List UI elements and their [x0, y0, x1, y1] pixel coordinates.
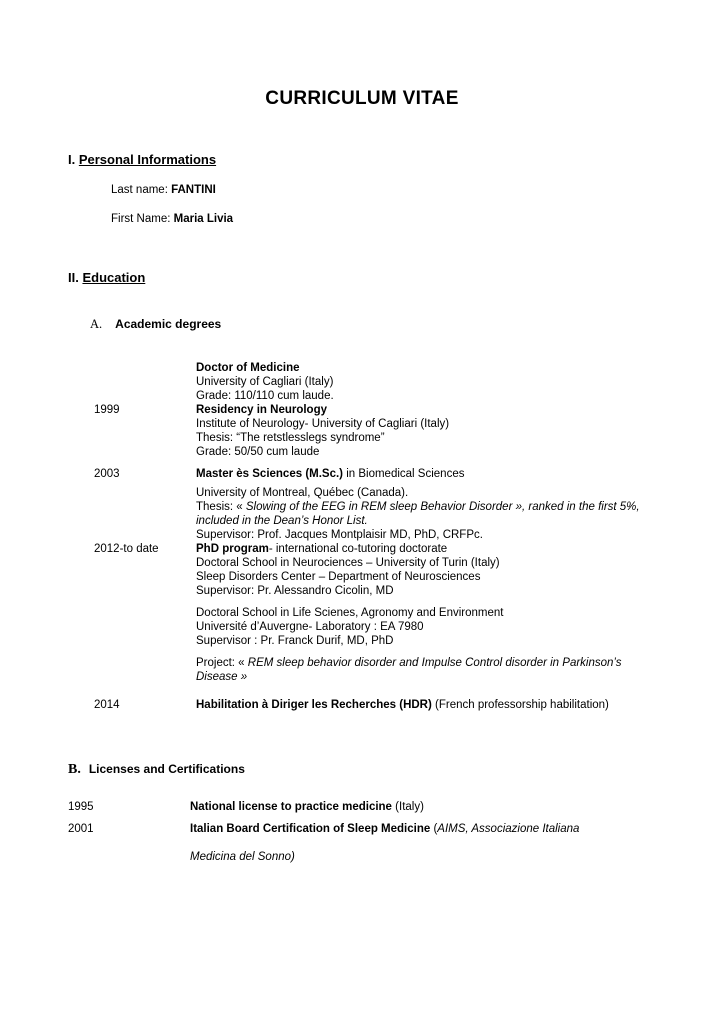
paragraph — [196, 556, 656, 570]
plain-text: - international co-tutoring doctorate — [268, 543, 448, 555]
plain-text: Supervisor: Pr. Alessandro Cicolin, MD — [196, 585, 394, 597]
section-personal-heading — [68, 152, 656, 167]
paragraph — [196, 528, 656, 542]
subsection-academic-degrees — [90, 317, 656, 333]
plain-text: in Biomedical Sciences — [343, 468, 465, 480]
license-year: 1995 — [68, 801, 94, 813]
last-name-label: Last name: — [111, 184, 172, 196]
bold-text: Master ès Sciences (M.Sc.) — [196, 468, 344, 480]
plain-text: Thesis: “The retstlesslegs syndrome” — [196, 432, 385, 444]
italic-text: REM sleep behavior disorder and Impulse Control disorder in Parkinson’s Disease » — [196, 657, 622, 683]
degree-content — [196, 361, 656, 403]
license-row — [68, 822, 656, 864]
bold-text: Doctor of Medicine — [196, 362, 300, 374]
section-education-heading — [68, 270, 656, 285]
paragraph — [196, 445, 656, 459]
bold-text: PhD program — [196, 543, 269, 555]
paragraph — [196, 698, 656, 712]
paragraph — [196, 500, 656, 528]
paragraph — [196, 656, 656, 684]
subsection-licenses — [68, 762, 656, 778]
first-name-label: First Name: — [111, 213, 174, 225]
paragraph — [196, 620, 656, 634]
bold-text: Habilitation à Diriger les Recherches (HDR) — [196, 699, 432, 711]
bold-text: National license to practice medicine — [190, 801, 392, 813]
license-content — [190, 822, 656, 864]
subsection-b-letter: B. — [68, 762, 81, 777]
section-education-title: Education — [82, 270, 146, 285]
paragraph — [196, 486, 656, 500]
degree-year: 1999 — [94, 404, 120, 416]
plain-text: Institute of Neurology- University of Cagliari (Italy) — [196, 418, 450, 430]
paragraph — [190, 850, 656, 864]
paragraph — [196, 389, 656, 403]
italic-text: Slowing of the EEG in REM sleep Behavior Disorder », ranked in the first 5%, included in the Dean’s Honor List. — [196, 501, 640, 527]
paragraph — [196, 361, 656, 375]
italic-text: AIMS, Associazione Italiana — [437, 823, 580, 835]
paragraph — [190, 822, 656, 836]
section-education-number: II. — [68, 270, 83, 285]
subsection-b-title: Licenses and Certifications — [88, 762, 245, 776]
paragraph — [196, 375, 656, 389]
paragraph — [196, 417, 656, 431]
bold-text: Residency in Neurology — [196, 404, 328, 416]
page-title: CURRICULUM VITAE — [265, 88, 459, 109]
bold-text: Italian Board Certification of Sleep Medicine — [190, 823, 431, 835]
plain-text: Grade: 50/50 cum laude — [196, 446, 320, 458]
plain-text: Doctoral School in Neurociences – University of Turin (Italy) — [196, 557, 500, 569]
paragraph — [196, 634, 656, 648]
paragraph — [196, 606, 656, 620]
paragraph — [196, 403, 656, 417]
degree-row — [68, 542, 656, 684]
plain-text: Thesis: « — [196, 501, 246, 513]
paragraph — [196, 542, 656, 556]
paragraph — [196, 467, 656, 481]
plain-text: Université d’Auvergne- Laboratory : EA 7980 — [196, 621, 424, 633]
first-name-value: Maria Livia — [173, 213, 234, 225]
degree-row — [68, 698, 656, 712]
last-name-line — [111, 183, 656, 197]
degree-year: 2012-to date — [94, 543, 159, 555]
plain-text: University of Cagliari (Italy) — [196, 376, 334, 388]
degree-year — [94, 361, 196, 403]
plain-text: Supervisor : Pr. Franck Durif, MD, PhD — [196, 635, 394, 647]
degree-year: 2003 — [94, 468, 120, 480]
paragraph — [196, 570, 656, 584]
degree-content — [196, 698, 656, 712]
plain-text: (Italy) — [391, 801, 424, 813]
plain-text: Supervisor: Prof. Jacques Montplaisir MD, PhD, CRFPc. — [196, 529, 483, 541]
last-name-value: FANTINI — [171, 184, 216, 196]
degree-row — [68, 467, 656, 542]
plain-text: Project: « — [196, 657, 248, 669]
italic-text: Medicina del Sonno) — [190, 851, 295, 863]
paragraph — [190, 800, 656, 814]
degree-row — [68, 403, 656, 459]
plain-text: Grade: 110/110 cum laude. — [196, 390, 334, 402]
plain-text: Sleep Disorders Center – Department of Neurosciences — [196, 571, 481, 583]
license-year: 2001 — [68, 823, 94, 835]
degree-content — [196, 542, 656, 684]
plain-text: (French professorship habilitation) — [431, 699, 609, 711]
licenses-table — [68, 800, 656, 864]
degree-year: 2014 — [94, 699, 120, 711]
first-name-line — [111, 212, 656, 226]
paragraph — [196, 584, 656, 598]
subsection-a-letter: A. — [90, 317, 103, 331]
plain-text: Doctoral School in Life Scienes, Agronomy and Environment — [196, 607, 504, 619]
plain-text: University of Montreal, Québec (Canada). — [196, 487, 409, 499]
degree-content — [196, 467, 656, 542]
section-personal-title: Personal Informations — [78, 152, 217, 167]
plain-text: ( — [430, 823, 438, 835]
subsection-a-title: Academic degrees — [115, 317, 222, 331]
degree-row — [68, 361, 656, 403]
license-row — [68, 800, 656, 814]
license-content — [190, 800, 656, 814]
academic-degrees-table — [68, 361, 656, 712]
degree-content — [196, 403, 656, 459]
section-personal-number: I. — [68, 152, 79, 167]
paragraph — [196, 431, 656, 445]
